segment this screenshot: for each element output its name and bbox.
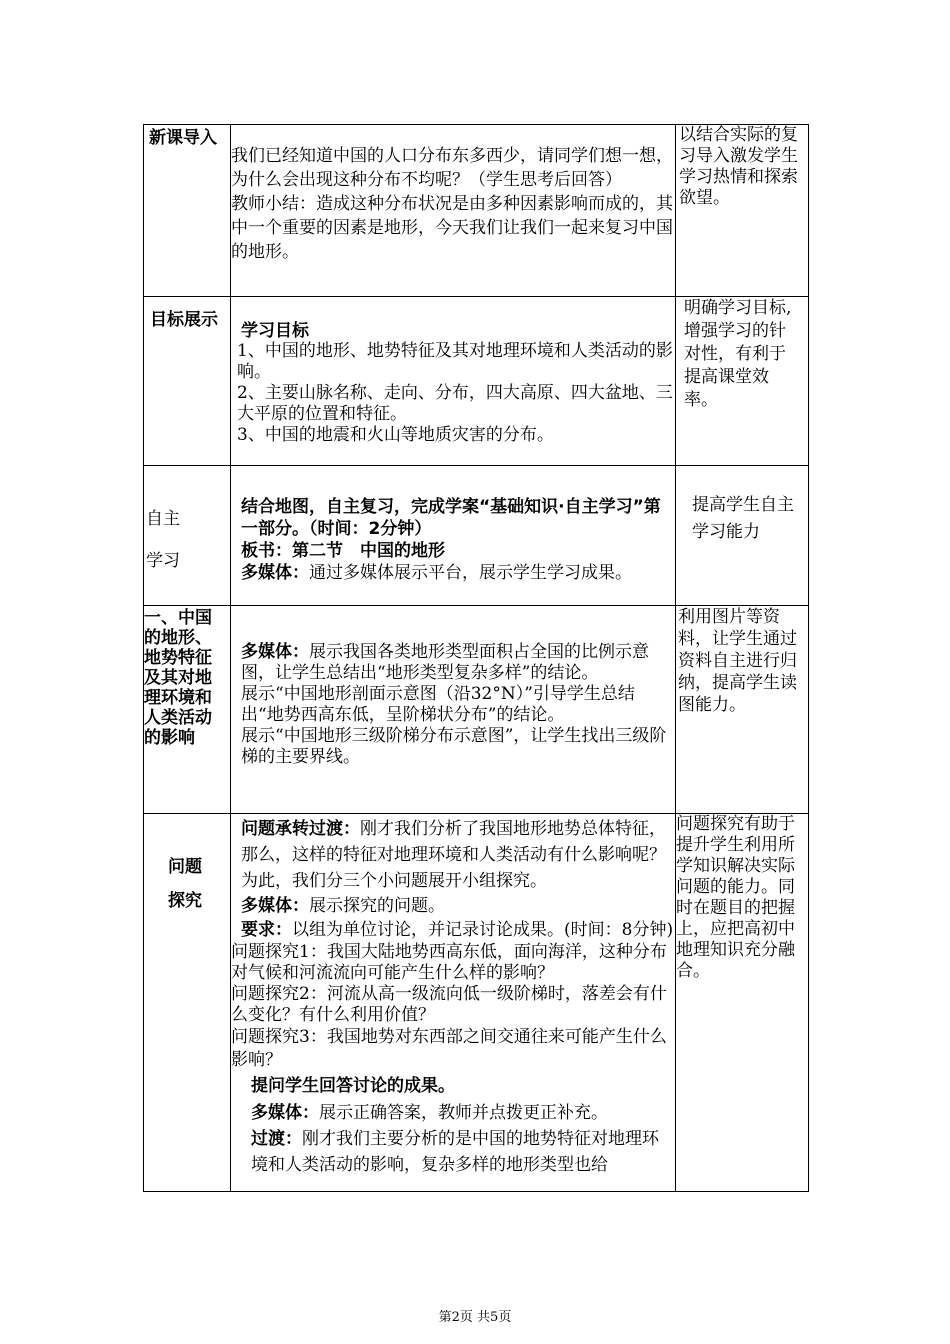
over-text: 刚才我们主要分析的是中国的地势特征对地理环境和人类活动的影响，复杂多样的地形类型也给 bbox=[251, 1129, 659, 1175]
media-text: 展示探究的问题。 bbox=[309, 896, 445, 916]
media-label: 多媒体： bbox=[251, 1103, 319, 1123]
row-terrain bbox=[144, 606, 809, 814]
paragraph: 我们已经知道中国的人口分布东多西少，请同学们想一想，为什么会出现这种分布不均呢？（学生思考后回答） bbox=[231, 146, 673, 190]
note-text: 明确学习目标,增强学习的针对性，有利于提高课堂效率。 bbox=[684, 298, 792, 410]
note-cell bbox=[676, 814, 809, 1192]
row-intro bbox=[144, 125, 809, 297]
note-text: 以结合实际的复习导入激发学生学习热情和探索欲望。 bbox=[679, 125, 798, 208]
label-cell bbox=[144, 814, 231, 1192]
lesson-plan-table bbox=[143, 124, 809, 1192]
trans-text: 刚才我们分析了我国地形地势总体特征，那么，这样的特征对地理环境和人类活动有什么影响呢？为此，我们分三个小问题展开小组探究。 bbox=[241, 819, 666, 891]
content-cell bbox=[231, 297, 676, 466]
paragraph bbox=[231, 816, 675, 894]
question-1: 问题探究1：我国大陆地势西高东低，面向海洋，这种分布对气候和河流流向可能产生什么样的影响？ bbox=[231, 942, 667, 983]
question-2: 问题探究2：河流从高一级流向低一级阶梯时，落差会有什么变化？有什么利用价值？ bbox=[231, 984, 667, 1025]
req-text: 以组为单位讨论，并记录讨论成果。(时间：8分钟) bbox=[292, 920, 674, 940]
paragraph bbox=[231, 894, 675, 918]
page-footer: 第2页 共5页 bbox=[438, 1310, 512, 1325]
media-label: 多媒体： bbox=[241, 896, 309, 916]
media-line bbox=[231, 562, 675, 584]
label-cell bbox=[144, 466, 231, 606]
paragraph: 展示“中国地形剖面示意图（沿32°N）”引导学生总结出“地势西高东低，呈阶梯状分布”的结论。 bbox=[241, 684, 635, 725]
row-inquiry bbox=[144, 814, 809, 1192]
note-cell bbox=[676, 466, 809, 606]
trans-label: 问题承转过渡： bbox=[241, 819, 360, 839]
content-cell bbox=[231, 466, 676, 606]
label-cell bbox=[144, 125, 231, 297]
media-label: 多媒体： bbox=[241, 563, 309, 583]
content-cell bbox=[231, 814, 676, 1192]
paragraph bbox=[231, 1100, 675, 1126]
row-label: 问题 bbox=[168, 857, 202, 877]
goal-item: 1、中国的地形、地势特征及其对地理环境和人类活动的影响。 bbox=[237, 341, 673, 382]
media-text: 展示我国各类地形类型面积占全国的比例示意图，让学生总结出“地形类型复杂多样”的结论。 bbox=[241, 642, 649, 683]
board-text: 板书：第二节 中国的地形 bbox=[241, 541, 445, 561]
row-label: 学习 bbox=[146, 551, 180, 571]
row-label: 探究 bbox=[168, 891, 202, 911]
row-goals bbox=[144, 297, 809, 466]
note-cell bbox=[676, 297, 809, 466]
row-label: 目标展示 bbox=[150, 310, 218, 330]
goal-item: 2、主要山脉名称、走向、分布，四大高原、四大盆地、三大平原的位置和特征。 bbox=[237, 383, 673, 424]
req-label: 要求： bbox=[241, 920, 292, 940]
note-text: 提高学生自主学习能力 bbox=[692, 495, 794, 542]
over-label: 过渡： bbox=[251, 1129, 302, 1149]
note-text: 利用图片等资料，让学生通过资料自主进行归纳，提高学生读图能力。 bbox=[678, 607, 797, 715]
label-cell bbox=[144, 297, 231, 466]
row-label: 新课导入 bbox=[149, 128, 217, 148]
note-cell bbox=[676, 606, 809, 814]
goal-item: 3、中国的地震和火山等地质灾害的分布。 bbox=[237, 425, 554, 445]
note-text: 问题探究有助于提升学生利用所学知识解决实际问题的能力。同时在题目的把握上，应把高初中地理知识充分融合。 bbox=[676, 814, 795, 981]
label-cell bbox=[144, 606, 231, 814]
ask-text: 提问学生回答讨论的成果。 bbox=[251, 1076, 455, 1096]
goals-heading: 学习目标 bbox=[241, 321, 309, 341]
paragraph: 教师小结：造成这种分布状况是由多种因素影响而成的，其中一个重要的因素是地形，今天我们让我们一起来复习中国的地形。 bbox=[231, 194, 673, 262]
media-text: 通过多媒体展示平台，展示学生学习成果。 bbox=[309, 563, 632, 583]
paragraph bbox=[231, 918, 675, 942]
row-label: 一、中国的地形、地势特征及其对地理环境和人类活动的影响 bbox=[144, 608, 212, 748]
content-cell bbox=[231, 606, 676, 814]
note-cell bbox=[676, 125, 809, 297]
media-label: 多媒体： bbox=[241, 642, 309, 662]
content-cell bbox=[231, 125, 676, 297]
task-text: 结合地图，自主复习，完成学案“基础知识·自主学习”第一部分。（时间：2分钟） bbox=[241, 497, 661, 539]
paragraph: 展示“中国地形三级阶梯分布示意图”，让学生找出三级阶梯的主要界线。 bbox=[241, 726, 667, 767]
media-text: 展示正确答案，教师并点拨更正补充。 bbox=[319, 1103, 608, 1123]
paragraph bbox=[231, 642, 675, 684]
paragraph bbox=[231, 1126, 675, 1178]
row-self-study bbox=[144, 466, 809, 606]
question-3: 问题探究3：我国地势对东西部之间交通往来可能产生什么影响？ bbox=[231, 1027, 667, 1070]
row-label: 自主 bbox=[146, 509, 180, 529]
